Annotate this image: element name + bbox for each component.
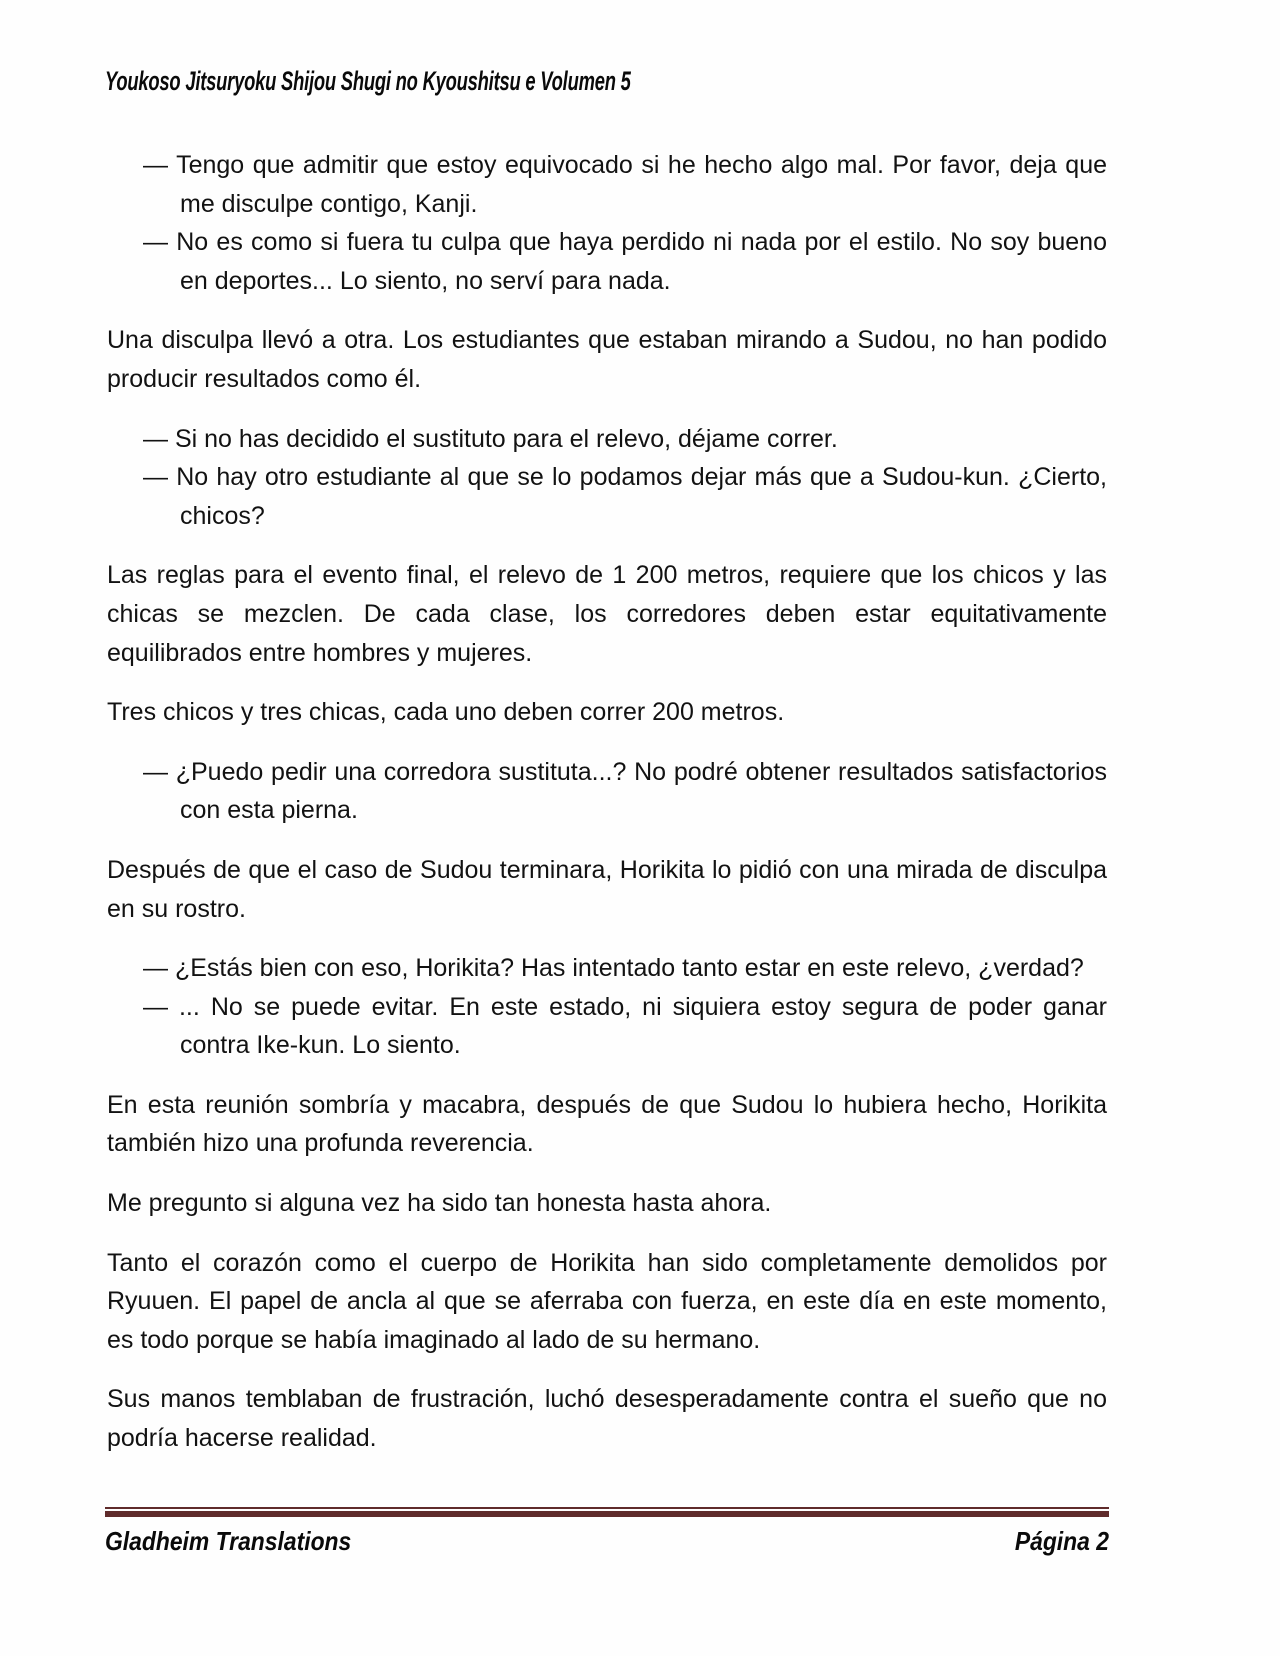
dialogue-paragraph: — Tengo que admitir que estoy equivocado si he hecho algo mal. Por favor, deja que me disculpe contigo, Kanji. xyxy=(143,151,1107,218)
footer-row xyxy=(105,1526,1109,1557)
dialogue-paragraph: — No es como si fuera tu culpa que haya perdido ni nada por el estilo. No soy bueno en deportes... Lo siento, no serví para nada. xyxy=(143,228,1107,295)
body-paragraph: Sus manos temblaban de frustración, luchó desesperadamente contra el sueño que no podría hacerse realidad. xyxy=(107,1385,1107,1453)
body-paragraph: Me pregunto si alguna vez ha sido tan honesta hasta ahora. xyxy=(107,1189,772,1218)
body-paragraph: En esta reunión sombría y macabra, después de que Sudou lo hubiera hecho, Horikita también hizo una profunda reverencia. xyxy=(107,1090,1107,1158)
body-paragraph: Tanto el corazón como el cuerpo de Horikita han sido completamente demolidos por Ryuuen. El papel de ancla al que se aferraba con fuerza, en este día en este momento, es todo porque se había imaginado al lado de su hermano. xyxy=(107,1248,1107,1354)
footer-page-number: Página 2 xyxy=(1014,1526,1109,1556)
header-title: Youkoso Jitsuryoku Shijou Shugi no Kyoushitsu e Volumen 5 xyxy=(105,66,631,96)
body-paragraph: Las reglas para el evento final, el relevo de 1 200 metros, requiere que los chicos y las chicas se mezclen. De cada clase, los corredores deben estar equitativamente equilibrados entre hombres y mujeres. xyxy=(107,561,1107,667)
body-paragraph: Tres chicos y tres chicas, cada uno deben correr 200 metros. xyxy=(107,698,785,727)
dialogue-paragraph: — ¿Estás bien con eso, Horikita? Has intentado tanto estar en este relevo, ¿verdad? xyxy=(143,954,1084,983)
separator-thick-line xyxy=(105,1511,1109,1517)
dialogue-paragraph: — ¿Puedo pedir una corredora sustituta...? No podré obtener resultados satisfactorios con esta pierna. xyxy=(143,757,1107,825)
dialogue-paragraph: — Si no has decidido el sustituto para el relevo, déjame correr. xyxy=(143,424,838,453)
dialogue-paragraph: — No hay otro estudiante al que se lo podamos dejar más que a Sudou-kun. ¿Cierto, chicos? xyxy=(143,463,1107,530)
body-paragraph: Una disculpa llevó a otra. Los estudiantes que estaban mirando a Sudou, no han podido producir resultados como él. xyxy=(107,326,1107,393)
dialogue-paragraph: — ... No se puede evitar. En este estado, ni siquiera estoy segura de poder ganar contra Ike-kun. Lo siento. xyxy=(143,992,1107,1060)
footer-translator-credit: Gladheim Translations xyxy=(105,1526,352,1556)
document-body xyxy=(107,146,1107,1458)
document-header xyxy=(105,66,878,106)
footer-separator-rule xyxy=(105,1507,1109,1517)
document-footer xyxy=(105,1507,1109,1557)
body-paragraph: Después de que el caso de Sudou terminara, Horikita lo pidió con una mirada de disculpa en su rostro. xyxy=(107,855,1107,923)
